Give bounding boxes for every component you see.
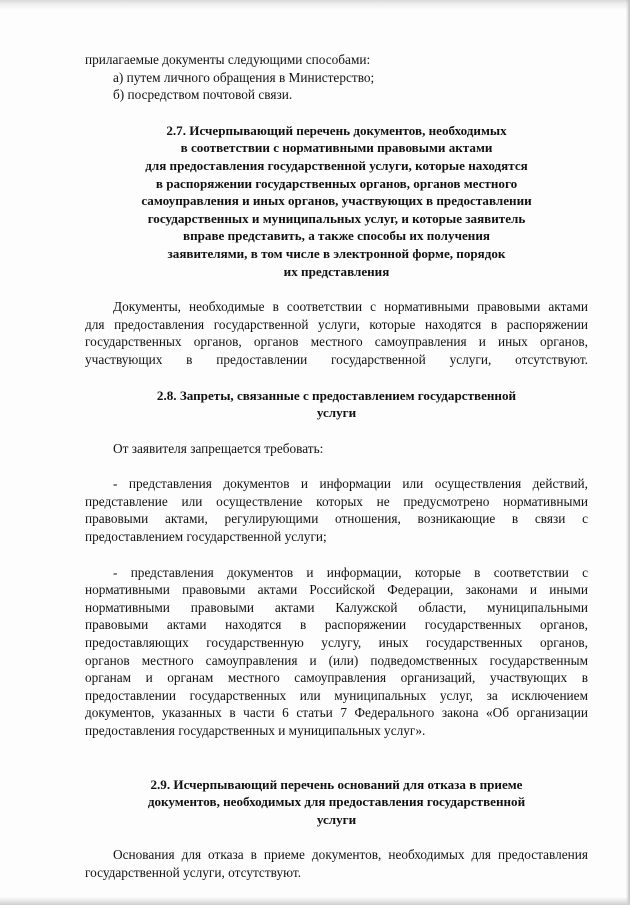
section-2-8-heading bbox=[85, 387, 588, 422]
heading-line: 2.8. Запреты, связанные с предоставлением государственной bbox=[156, 387, 517, 403]
heading-line: для предоставления государственной услуги, которые находятся bbox=[145, 157, 528, 173]
paragraph-line: документов, указанных в части 6 статьи 7 Федерального закона «Об организации bbox=[85, 705, 588, 721]
paragraph-line: нормативными правовыми актами Калужской области, муниципальными bbox=[85, 599, 588, 615]
section-2-9-heading bbox=[85, 776, 588, 829]
scan-edge-top bbox=[0, 0, 630, 10]
lead-line: От заявителя запрещается требовать: bbox=[113, 440, 324, 456]
paragraph-line: предоставления государственных и муниципальных услуг». bbox=[85, 723, 426, 738]
heading-line: заявителями, в том числе в электронной форме, порядок bbox=[167, 245, 506, 261]
scan-edge-bottom bbox=[0, 897, 630, 905]
paragraph-line: нормативными правовыми актами Российской Федерации, законами и иными bbox=[85, 582, 588, 598]
intro-option-b: б) посредством почтовой связи. bbox=[113, 87, 293, 103]
paragraph-line: Основания для отказа в приеме документов, необходимых для предоставления bbox=[113, 847, 588, 863]
intro-block bbox=[85, 51, 588, 104]
paragraph-line: предоставляющих государственную услугу, иных государственных органов, bbox=[85, 635, 588, 651]
paragraph-line: для предоставления государственной услуги, которые находятся в распоряжении bbox=[85, 316, 588, 332]
paragraph-line: предоставлением государственной услуги; bbox=[85, 529, 327, 545]
intro-line: прилагаемые документы следующими способами: bbox=[85, 52, 371, 67]
paragraph-line: правовыми актами находятся в распоряжении государственных органов, bbox=[85, 617, 588, 633]
paragraph-line: участвующих в предоставлении государственной услуги, отсутствуют. bbox=[85, 351, 588, 367]
paragraph-line: - представления документов и информации, которые в соответствии с bbox=[113, 564, 588, 580]
heading-line: услуги bbox=[316, 405, 357, 421]
heading-line: их представления bbox=[283, 263, 390, 279]
heading-line: 2.7. Исчерпывающий перечень документов, необходимых bbox=[166, 122, 507, 138]
heading-line: государственных и муниципальных услуг, и которые заявитель bbox=[147, 210, 526, 226]
section-2-9-paragraph bbox=[85, 846, 588, 881]
section-2-7-heading bbox=[85, 122, 588, 280]
heading-line: в соответствии с нормативными правовыми актами bbox=[180, 140, 493, 156]
paragraph-line: - представления документов и информации или осуществления действий, bbox=[113, 476, 588, 492]
paragraph-line: органов местного самоуправления и (или) подведомственных государственным bbox=[85, 652, 588, 668]
heading-line: 2.9. Исчерпывающий перечень оснований для отказа в приеме bbox=[150, 776, 523, 792]
paragraph-line: представление или осуществление которых не предусмотрено нормативными bbox=[85, 493, 588, 509]
heading-line: услуги bbox=[316, 811, 357, 827]
document-body bbox=[85, 51, 588, 882]
paragraph-line: правовыми актами, регулирующими отношения, возникающие в связи с bbox=[85, 511, 588, 527]
heading-line: самоуправления и иных органов, участвующих в предоставлении bbox=[141, 193, 532, 209]
section-2-8-item-1 bbox=[85, 475, 588, 545]
section-2-8-item-2 bbox=[85, 564, 588, 740]
section-2-7-paragraph bbox=[85, 298, 588, 368]
paragraph-line: государственной услуги, отсутствуют. bbox=[85, 864, 302, 880]
paragraph-line: органам и органам местного самоуправления организаций, участвующих в bbox=[85, 670, 588, 686]
intro-option-a: а) путем личного обращения в Министерство; bbox=[113, 69, 375, 85]
scan-edge-right bbox=[626, 0, 630, 905]
heading-line: документов, необходимых для предоставления государственной bbox=[147, 794, 526, 810]
section-2-8-lead bbox=[85, 440, 588, 458]
paragraph-line: предоставлении государственных или муниципальных услуг, за исключением bbox=[85, 687, 588, 703]
heading-line: вправе представить, а также способы их получения bbox=[183, 228, 490, 244]
heading-line: в распоряжении государственных органов, органов местного bbox=[155, 175, 518, 191]
paragraph-line: Документы, необходимые в соответствии с нормативными правовыми актами bbox=[113, 299, 588, 315]
paragraph-line: государственных органов, органов местного самоуправления и иных органов, bbox=[85, 334, 588, 350]
